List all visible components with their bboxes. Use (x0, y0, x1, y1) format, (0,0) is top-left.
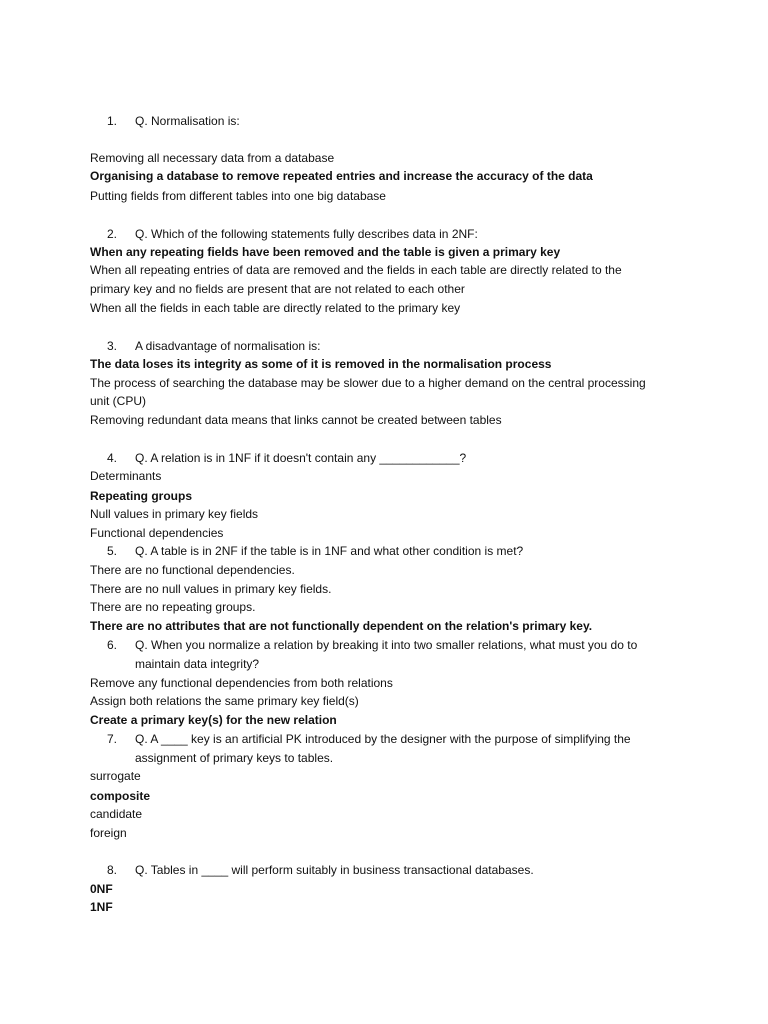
answer-option: Removing redundant data means that links cannot be created between tables (90, 413, 502, 427)
question-number: 1. (107, 114, 118, 128)
answer-option: Null values in primary key fields (90, 507, 259, 521)
answer-option: There are no null values in primary key fields. (90, 582, 332, 596)
answer-option: Remove any functional dependencies from both relations (90, 676, 393, 690)
question-2 (0, 226, 768, 242)
answer-option: foreign (90, 826, 127, 840)
answer-option: When all the fields in each table are directly related to the primary key (90, 301, 461, 315)
question-text: Q. A table is in 2NF if the table is in 1NF and what other condition is met? (135, 544, 524, 558)
answer-option-correct: 1NF (90, 900, 113, 914)
question-number: 8. (107, 863, 118, 877)
answer-option-correct: There are no attributes that are not functionally dependent on the relation's primary key. (90, 619, 593, 633)
answer-option-correct: Create a primary key(s) for the new relation (90, 713, 337, 727)
answer-option-continued: unit (CPU) (90, 394, 147, 408)
answer-option-correct: Repeating groups (90, 489, 193, 503)
question-number: 6. (107, 638, 118, 652)
answer-option-continued: primary key and no fields are present that are not related to each other (90, 282, 465, 296)
answer-option-correct: Organising a database to remove repeated entries and increase the accuracy of the data (90, 169, 593, 183)
question-8 (0, 862, 768, 878)
question-text: A disadvantage of normalisation is: (135, 339, 321, 353)
question-text-continued: assignment of primary keys to tables. (135, 751, 334, 765)
answer-option: When all repeating entries of data are removed and the fields in each table are directly related to the (90, 263, 622, 277)
answer-option: The process of searching the database may be slower due to a higher demand on the central processing (90, 376, 646, 390)
question-6 (0, 637, 768, 653)
question-text: Q. A ____ key is an artificial PK introduced by the designer with the purpose of simplifying the (135, 732, 631, 746)
answer-option-correct: 0NF (90, 882, 113, 896)
answer-option: Putting fields from different tables into one big database (90, 189, 386, 203)
question-number: 7. (107, 732, 118, 746)
question-number: 2. (107, 227, 118, 241)
question-7 (0, 731, 768, 747)
question-text: Q. When you normalize a relation by breaking it into two smaller relations, what must you do to (135, 638, 638, 652)
question-number: 5. (107, 544, 118, 558)
question-4 (0, 450, 768, 466)
question-number: 3. (107, 339, 118, 353)
answer-option: candidate (90, 807, 143, 821)
answer-option-correct: composite (90, 789, 151, 803)
question-text: Q. Tables in ____ will perform suitably in business transactional databases. (135, 863, 534, 877)
answer-option: There are no repeating groups. (90, 600, 256, 614)
answer-option: Removing all necessary data from a database (90, 151, 335, 165)
question-text: Q. Which of the following statements fully describes data in 2NF: (135, 227, 478, 241)
answer-option-correct: When any repeating fields have been removed and the table is given a primary key (90, 245, 561, 259)
question-number: 4. (107, 451, 118, 465)
question-5 (0, 543, 768, 559)
question-1 (0, 113, 768, 129)
answer-option: Functional dependencies (90, 526, 224, 540)
question-text-continued: maintain data integrity? (135, 657, 260, 671)
answer-option: surrogate (90, 769, 141, 783)
question-text: Q. Normalisation is: (135, 114, 240, 128)
answer-option: Determinants (90, 469, 162, 483)
question-text: Q. A relation is in 1NF if it doesn't contain any ____________? (135, 451, 467, 465)
question-3 (0, 338, 768, 354)
answer-option: There are no functional dependencies. (90, 563, 295, 577)
answer-option: Assign both relations the same primary key field(s) (90, 694, 359, 708)
answer-option-correct: The data loses its integrity as some of it is removed in the normalisation process (90, 357, 552, 371)
